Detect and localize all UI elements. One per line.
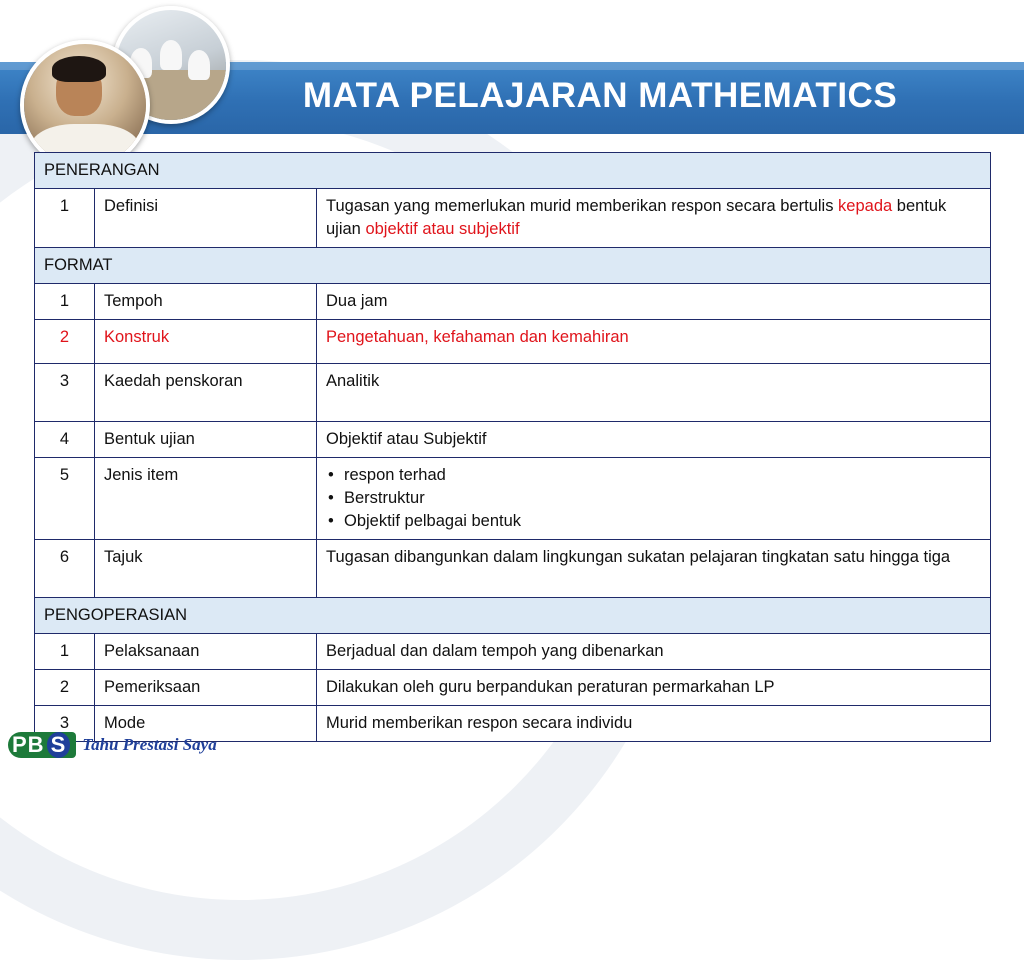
row-item: Bentuk ujian [95,422,317,458]
table-row [35,540,991,598]
table-row [35,422,991,458]
row-item: Pelaksanaan [95,634,317,670]
row-item: Jenis item [95,458,317,540]
bullet-item: • Berstruktur [326,487,981,510]
row-item: Definisi [95,189,317,248]
row-detail: Dilakukan oleh guru berpandukan peraturan permarkahan LP [317,670,991,706]
row-detail: Pengetahuan, kefahaman dan kemahiran [317,320,991,364]
section-header-row [35,153,991,189]
section-heading: PENERANGAN [35,153,991,189]
detail-text-part: kepada [838,197,893,215]
table-row [35,458,991,540]
row-item: Tempoh [95,284,317,320]
row-number: 1 [35,189,95,248]
row-number: 5 [35,458,95,540]
info-table-container [34,152,990,742]
student-photo [20,40,150,170]
row-item: Kaedah penskoran [95,364,317,422]
page-title: MATA PELAJARAN MATHEMATICS [302,76,898,115]
row-detail [317,189,991,248]
table-row [35,320,991,364]
row-number: 3 [35,364,95,422]
bullet-item: • Objektif pelbagai bentuk [326,510,981,533]
row-item: Tajuk [95,540,317,598]
table-row [35,670,991,706]
row-detail: Dua jam [317,284,991,320]
row-number: 1 [35,284,95,320]
row-number: 2 [35,320,95,364]
row-detail: Objektif atau Subjektif [317,422,991,458]
table-row [35,364,991,422]
table-row [35,189,991,248]
pbs-logo [8,730,217,760]
section-header-row [35,248,991,284]
row-number: 1 [35,634,95,670]
pbs-logo-text: PB [12,732,45,757]
table-row [35,284,991,320]
detail-text-part: Tugasan yang memerlukan murid memberikan respon secara bertulis [326,197,839,215]
pbs-logo-mark [8,732,76,758]
section-heading: PENGOPERASIAN [35,598,991,634]
row-item: Mode [95,706,317,742]
row-number: 3 [35,706,95,742]
row-detail: Murid memberikan respon secara individu [317,706,991,742]
pbs-logo-s: S [47,732,71,758]
row-detail: Berjadual dan dalam tempoh yang dibenarkan [317,634,991,670]
section-heading: FORMAT [35,248,991,284]
detail-text-part: objektif atau subjektif [365,220,520,238]
row-detail [317,458,991,540]
row-number: 4 [35,422,95,458]
bullet-list [326,464,981,533]
detail-text-part: bentuk ujian [326,197,947,238]
footer-tagline: Tahu Prestasi Saya [82,735,217,754]
row-number: 2 [35,670,95,706]
info-table [34,152,991,742]
section-header-row [35,598,991,634]
row-number: 6 [35,540,95,598]
bullet-item: • respon terhad [326,464,981,487]
row-item: Konstruk [95,320,317,364]
row-detail: Tugasan dibangunkan dalam lingkungan sukatan pelajaran tingkatan satu hingga tiga [317,540,991,598]
row-detail: Analitik [317,364,991,422]
row-item: Pemeriksaan [95,670,317,706]
table-row [35,634,991,670]
